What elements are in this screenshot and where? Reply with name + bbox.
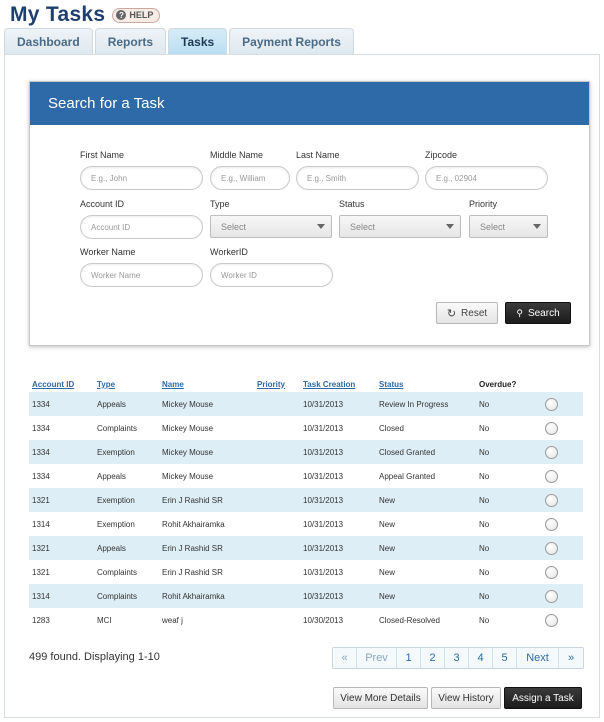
type-selected: Select (221, 221, 247, 232)
cell-account-id: 1314 (32, 591, 50, 601)
pager-first[interactable]: « (333, 648, 357, 668)
row-select-radio[interactable] (545, 422, 558, 435)
pager-prev[interactable]: Prev (357, 648, 397, 668)
row-select-radio[interactable] (545, 614, 558, 627)
priority-group (469, 199, 548, 238)
priority-select[interactable] (469, 215, 548, 238)
main-content (4, 54, 600, 718)
cell-name: Mickey Mouse (162, 423, 214, 433)
status-group (339, 199, 461, 238)
cell-status: Review In Progress (379, 399, 449, 409)
question-icon: ? (116, 10, 126, 20)
cell-status: New (379, 519, 396, 529)
chevron-down-icon (533, 224, 541, 229)
cell-overdue: No (479, 591, 490, 601)
worker-id-input[interactable] (210, 263, 333, 287)
search-panel-title: Search for a Task (30, 82, 589, 125)
pager-last[interactable]: » (559, 648, 583, 668)
cell-name: Mickey Mouse (162, 471, 214, 481)
table-row[interactable] (29, 440, 583, 464)
pagination (332, 647, 584, 669)
page-title: My Tasks (10, 3, 106, 26)
cell-name: Erin J Rashid SR (162, 543, 223, 553)
row-select-radio[interactable] (545, 494, 558, 507)
cell-type: Appeals (97, 471, 126, 481)
assign-task-button[interactable]: Assign a Task (504, 687, 582, 709)
cell-account-id: 1334 (32, 447, 50, 457)
pager-page-2[interactable]: 2 (421, 648, 445, 668)
row-select-radio[interactable] (545, 566, 558, 579)
cell-account-id: 1314 (32, 519, 50, 529)
row-select-radio[interactable] (545, 542, 558, 555)
cell-name: Erin J Rashid SR (162, 567, 223, 577)
cell-type: Complaints (97, 591, 138, 601)
chevron-down-icon (317, 224, 325, 229)
cell-name: Mickey Mouse (162, 399, 214, 409)
col-name[interactable]: Name (162, 379, 184, 389)
middle-name-label: Middle Name (210, 150, 264, 160)
table-row[interactable] (29, 584, 583, 608)
cell-overdue: No (479, 471, 490, 481)
cell-task-creation: 10/31/2013 (303, 495, 344, 505)
view-more-details-button[interactable]: View More Details (333, 687, 428, 709)
table-header (29, 376, 583, 392)
cell-account-id: 1321 (32, 495, 50, 505)
col-priority[interactable]: Priority (257, 379, 286, 389)
middle-name-input[interactable] (210, 166, 290, 190)
status-select[interactable] (339, 215, 461, 238)
cell-overdue: No (479, 495, 490, 505)
cell-name: Erin J Rashid SR (162, 495, 223, 505)
last-name-input[interactable] (296, 166, 419, 190)
priority-selected: Select (480, 221, 506, 232)
pager-page-3[interactable]: 3 (445, 648, 469, 668)
chevron-down-icon (446, 224, 454, 229)
search-icon: ⚲ (516, 307, 523, 318)
cell-task-creation: 10/30/2013 (303, 615, 344, 625)
cell-task-creation: 10/31/2013 (303, 519, 344, 529)
results-table (29, 376, 583, 632)
results-count: 499 found. Displaying 1-10 (29, 651, 160, 663)
cell-status: Closed-Resolved (379, 615, 440, 625)
cell-type: Exemption (97, 495, 135, 505)
cell-status: New (379, 591, 396, 601)
type-group (210, 199, 332, 238)
table-row[interactable] (29, 536, 583, 560)
status-selected: Select (350, 221, 376, 232)
cell-overdue: No (479, 447, 490, 457)
worker-name-group (80, 247, 203, 287)
cell-account-id: 1334 (32, 471, 50, 481)
row-select-radio[interactable] (545, 590, 558, 603)
cell-overdue: No (479, 399, 490, 409)
tab-dashboard[interactable]: Dashboard (4, 28, 93, 54)
last-name-group (296, 150, 419, 190)
account-id-label: Account ID (80, 199, 125, 209)
tab-reports[interactable]: Reports (95, 28, 166, 54)
priority-label: Priority (469, 199, 498, 209)
worker-id-label: WorkerID (210, 247, 248, 257)
cell-status: New (379, 567, 396, 577)
cell-overdue: No (479, 567, 490, 577)
cell-task-creation: 10/31/2013 (303, 423, 344, 433)
cell-name: Rohit Akhairamka (162, 591, 225, 601)
cell-type: Exemption (97, 519, 135, 529)
page-header (10, 2, 160, 28)
cell-type: Exemption (97, 447, 135, 457)
cell-task-creation: 10/31/2013 (303, 399, 344, 409)
cell-type: Complaints (97, 423, 138, 433)
middle-name-group (210, 150, 290, 190)
cell-overdue: No (479, 543, 490, 553)
cell-task-creation: 10/31/2013 (303, 543, 344, 553)
table-body (29, 392, 583, 632)
cell-status: Closed (379, 423, 404, 433)
cell-name: Mickey Mouse (162, 447, 214, 457)
col-status[interactable]: Status (379, 379, 404, 389)
row-select-radio[interactable] (545, 470, 558, 483)
type-select[interactable] (210, 215, 332, 238)
reset-label: Reset (461, 307, 488, 319)
tab-tasks[interactable]: Tasks (168, 28, 227, 54)
row-select-radio[interactable] (545, 398, 558, 411)
cell-status: Appeal Granted (379, 471, 436, 481)
tab-payment-reports[interactable]: Payment Reports (229, 28, 354, 54)
col-task-creation[interactable]: Task Creation (303, 379, 356, 389)
cell-overdue: No (479, 423, 490, 433)
cell-status: Closed Granted (379, 447, 436, 457)
view-history-button[interactable]: View History (431, 687, 501, 709)
search-button[interactable] (505, 302, 571, 324)
worker-name-label: Worker Name (80, 247, 136, 257)
pager-page-5[interactable]: 5 (493, 648, 517, 668)
cell-account-id: 1334 (32, 399, 50, 409)
table-row[interactable] (29, 416, 583, 440)
zipcode-label: Zipcode (425, 150, 458, 160)
row-select-radio[interactable] (545, 518, 558, 531)
table-row[interactable] (29, 464, 583, 488)
col-account-id[interactable]: Account ID (32, 379, 75, 389)
table-row[interactable] (29, 512, 583, 536)
cell-name: Rohit Akhairamka (162, 519, 225, 529)
cell-name: weaf j (162, 615, 183, 625)
worker-name-input[interactable] (80, 263, 203, 287)
cell-task-creation: 10/31/2013 (303, 447, 344, 457)
reset-button[interactable] (436, 302, 498, 324)
help-label: HELP (129, 10, 154, 20)
zipcode-input[interactable] (425, 166, 548, 190)
cell-overdue: No (479, 519, 490, 529)
cell-type: Appeals (97, 399, 126, 409)
help-button[interactable] (112, 8, 160, 23)
refresh-icon: ↻ (446, 307, 457, 320)
cell-task-creation: 10/31/2013 (303, 567, 344, 577)
col-overdue: Overdue? (479, 379, 517, 389)
cell-status: New (379, 495, 396, 505)
cell-task-creation: 10/31/2013 (303, 591, 344, 601)
first-name-label: First Name (80, 150, 125, 160)
first-name-group (80, 150, 203, 190)
cell-status: New (379, 543, 396, 553)
account-id-input[interactable] (80, 215, 203, 239)
col-type[interactable]: Type (97, 379, 116, 389)
pager-page-1[interactable]: 1 (397, 648, 421, 668)
tab-bar (4, 28, 356, 54)
table-row[interactable] (29, 608, 583, 632)
last-name-label: Last Name (296, 150, 340, 160)
cell-account-id: 1321 (32, 567, 50, 577)
cell-account-id: 1283 (32, 615, 50, 625)
table-row[interactable] (29, 560, 583, 584)
cell-task-creation: 10/31/2013 (303, 471, 344, 481)
first-name-input[interactable] (80, 166, 203, 190)
pager-page-4[interactable]: 4 (469, 648, 493, 668)
cell-account-id: 1321 (32, 543, 50, 553)
type-label: Type (210, 199, 230, 209)
worker-id-group (210, 247, 333, 287)
cell-type: Appeals (97, 543, 126, 553)
status-label: Status (339, 199, 365, 209)
table-row[interactable] (29, 488, 583, 512)
zipcode-group (425, 150, 548, 190)
account-id-group (80, 199, 203, 239)
cell-account-id: 1334 (32, 423, 50, 433)
row-select-radio[interactable] (545, 446, 558, 459)
cell-type: MCI (97, 615, 112, 625)
search-label: Search (527, 307, 560, 319)
cell-overdue: No (479, 615, 490, 625)
pager-next[interactable]: Next (517, 648, 559, 668)
cell-type: Complaints (97, 567, 138, 577)
table-row[interactable] (29, 392, 583, 416)
